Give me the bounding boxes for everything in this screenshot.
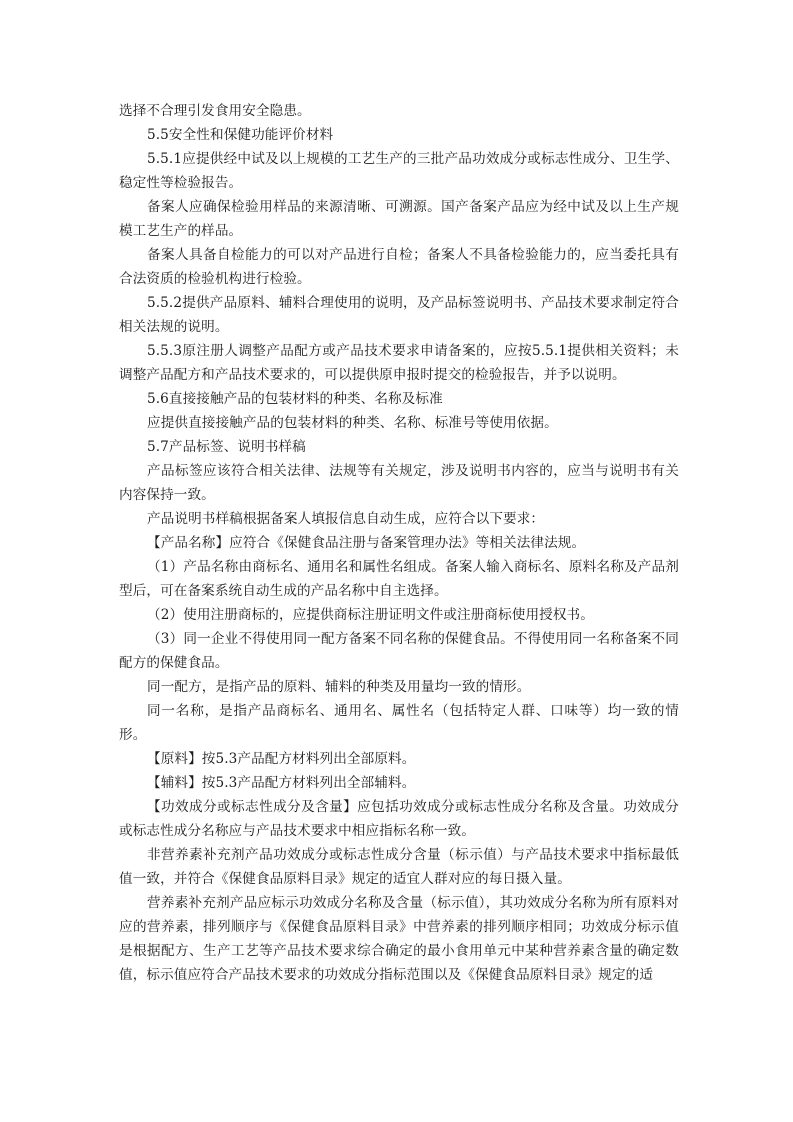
paragraph: 【产品名称】应符合《保健食品注册与备案管理办法》等相关法律法规。 (147, 535, 586, 551)
paragraph: （2）使用注册商标的，应提供商标注册证明文件或注册商标使用授权书。 (147, 607, 594, 623)
paragraph: 【辅料】按5.3产品配方材料列出全部辅料。 (147, 775, 416, 791)
paragraph: 【功效成分或标志性成分及含量】应包括功效成分或标志性成分名称及含量。功效成分或标志性成分名称应与产品技术要求中相应指标名称一致。 (119, 799, 679, 839)
paragraph: 应提供直接接触产品的包装材料的种类、名称、标准号等使用依据。 (147, 415, 558, 431)
paragraph: 5.5.3原注册人调整产品配方或产品技术要求申请备案的，应按5.5.1提供相关资料；未调整产品配方和产品技术要求的，可以提供原申报时提交的检验报告，并予以说明。 (119, 343, 679, 383)
paragraph: 备案人应确保检验用样品的来源清晰、可溯源。国产备案产品应为经中试及以上生产规模工艺生产的样品。 (119, 199, 679, 239)
paragraph: （3）同一企业不得使用同一配方备案不同名称的保健食品。不得使用同一名称备案不同配方的保健食品。 (119, 631, 679, 671)
paragraph: 备案人具备自检能力的可以对产品进行自检；备案人不具备检验能力的，应当委托具有合法资质的检验机构进行检验。 (119, 247, 679, 287)
paragraph: 同一名称，是指产品商标名、通用名、属性名（包括特定人群、口味等）均一致的情形。 (119, 703, 679, 743)
paragraph: 产品标签应该符合相关法律、法规等有关规定，涉及说明书内容的，应当与说明书有关内容保持一致。 (119, 463, 679, 503)
section-heading-5-6: 5.6直接接触产品的包装材料的种类、名称及标准 (147, 391, 443, 407)
paragraph: 5.5.1应提供经中试及以上规模的工艺生产的三批产品功效成分或标志性成分、卫生学、稳定性等检验报告。 (119, 151, 679, 191)
section-heading-5-5: 5.5安全性和保健功能评价材料 (147, 127, 334, 143)
paragraph: 选择不合理引发食用安全隐患。 (119, 103, 311, 119)
document-page (119, 99, 679, 987)
paragraph: 营养素补充剂产品应标示功效成分名称及含量（标示值），其功效成分名称为所有原料对应的营养素，排列顺序与《保健食品原料目录》中营养素的排列顺序相同；功效成分标示值是根据配方、生产工艺等产品技术要求综合确定的最小食用单元中某种营养素含量的确定数值，标示值应符合产品技术要求的功效成分指标范围以及《保健食品原料目录》规定的适 (119, 895, 679, 983)
section-heading-5-7: 5.7产品标签、说明书样稿 (147, 439, 306, 455)
paragraph: 5.5.2提供产品原料、辅料合理使用的说明，及产品标签说明书、产品技术要求制定符合相关法规的说明。 (119, 295, 679, 335)
paragraph: （1）产品名称由商标名、通用名和属性名组成。备案人输入商标名、原料名称及产品剂型后，可在备案系统自动生成的产品名称中自主选择。 (119, 559, 679, 599)
paragraph: 非营养素补充剂产品功效成分或标志性成分含量（标示值）与产品技术要求中指标最低值一致，并符合《保健食品原料目录》规定的适宜人群对应的每日摄入量。 (119, 847, 679, 887)
paragraph: 【原料】按5.3产品配方材料列出全部原料。 (147, 751, 416, 767)
paragraph: 同一配方，是指产品的原料、辅料的种类及用量均一致的情形。 (147, 679, 531, 695)
paragraph: 产品说明书样稿根据备案人填报信息自动生成，应符合以下要求： (147, 511, 545, 527)
